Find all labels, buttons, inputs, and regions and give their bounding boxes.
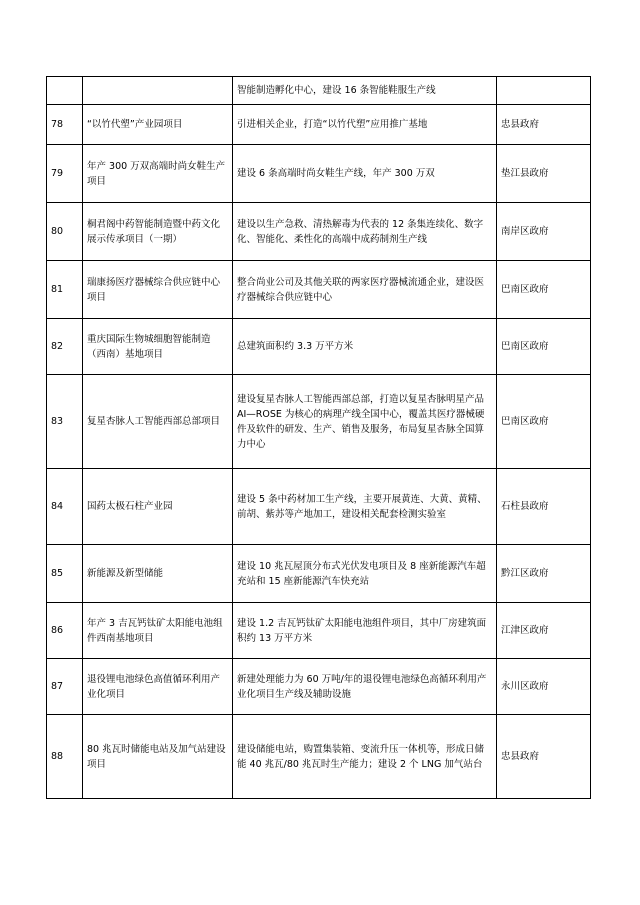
row-number: 84 <box>47 469 83 545</box>
table-row <box>47 659 591 715</box>
responsible-unit: 黔江区政府 <box>497 545 591 603</box>
project-name: 桐君阁中药智能制造暨中药文化展示传承项目（一期） <box>83 203 233 261</box>
row-number: 83 <box>47 375 83 469</box>
table-row <box>47 603 591 659</box>
project-name: 重庆国际生物城细胞智能制造（西南）基地项目 <box>83 319 233 375</box>
project-name: 年产 300 万双高端时尚女鞋生产项目 <box>83 145 233 203</box>
project-name <box>83 77 233 105</box>
project-content: 建设 6 条高端时尚女鞋生产线，年产 300 万双 <box>233 145 497 203</box>
table-row <box>47 203 591 261</box>
project-content: 新建处理能力为 60 万吨/年的退役锂电池绿色高循环利用产业化项目生产线及辅助设施 <box>233 659 497 715</box>
responsible-unit: 忠县政府 <box>497 105 591 145</box>
project-content: 建设 10 兆瓦屋顶分布式光伏发电项目及 8 座新能源汽车超充站和 15 座新能源汽车快充站 <box>233 545 497 603</box>
row-number: 86 <box>47 603 83 659</box>
row-number: 85 <box>47 545 83 603</box>
project-content: 引进相关企业，打造“以竹代塑”应用推广基地 <box>233 105 497 145</box>
table-row <box>47 105 591 145</box>
responsible-unit: 江津区政府 <box>497 603 591 659</box>
responsible-unit: 巴南区政府 <box>497 375 591 469</box>
table-row <box>47 545 591 603</box>
project-name: 瑞康扬医疗器械综合供应链中心项目 <box>83 261 233 319</box>
row-number: 81 <box>47 261 83 319</box>
row-number: 87 <box>47 659 83 715</box>
responsible-unit: 忠县政府 <box>497 715 591 799</box>
table-row <box>47 261 591 319</box>
project-content: 建设复星杏脉人工智能西部总部，打造以复星杏脉明星产品 AI—ROSE 为核心的病理产线全国中心，覆盖其医疗器械硬件及软件的研发、生产、销售及服务，布局复星杏脉全国算力中心 <box>233 375 497 469</box>
table-row <box>47 145 591 203</box>
responsible-unit: 永川区政府 <box>497 659 591 715</box>
responsible-unit <box>497 77 591 105</box>
project-content: 建设 5 条中药材加工生产线，主要开展黄连、大黄、黄精、前胡、紫苏等产地加工，建设相关配套检测实验室 <box>233 469 497 545</box>
project-name: “以竹代塑”产业园项目 <box>83 105 233 145</box>
row-number <box>47 77 83 105</box>
project-content: 总建筑面积约 3.3 万平方米 <box>233 319 497 375</box>
project-content: 建设储能电站，购置集装箱、变流升压一体机等，形成日储能 40 兆瓦/80 兆瓦时生产能力；建设 2 个 LNG 加气站台 <box>233 715 497 799</box>
responsible-unit: 巴南区政府 <box>497 261 591 319</box>
project-content: 整合尚业公司及其他关联的两家医疗器械流通企业，建设医疗器械综合供应链中心 <box>233 261 497 319</box>
responsible-unit: 石柱县政府 <box>497 469 591 545</box>
responsible-unit: 巴南区政府 <box>497 319 591 375</box>
responsible-unit: 垫江县政府 <box>497 145 591 203</box>
project-name: 国药太极石柱产业园 <box>83 469 233 545</box>
project-table <box>46 76 591 799</box>
project-name: 退役锂电池绿色高值循环利用产业化项目 <box>83 659 233 715</box>
row-number: 82 <box>47 319 83 375</box>
project-name: 年产 3 吉瓦钙钛矿太阳能电池组件西南基地项目 <box>83 603 233 659</box>
row-number: 88 <box>47 715 83 799</box>
project-name: 80 兆瓦时储能电站及加气站建设项目 <box>83 715 233 799</box>
table-row <box>47 319 591 375</box>
row-number: 80 <box>47 203 83 261</box>
project-content: 建设以生产急救、清热解毒为代表的 12 条集连续化、数字化、智能化、柔性化的高端中成药制剂生产线 <box>233 203 497 261</box>
table-row <box>47 469 591 545</box>
project-content: 智能制造孵化中心，建设 16 条智能鞋服生产线 <box>233 77 497 105</box>
row-number: 78 <box>47 105 83 145</box>
row-number: 79 <box>47 145 83 203</box>
responsible-unit: 南岸区政府 <box>497 203 591 261</box>
table-row <box>47 77 591 105</box>
project-content: 建设 1.2 吉瓦钙钛矿太阳能电池组件项目，其中厂房建筑面积约 13 万平方米 <box>233 603 497 659</box>
project-name: 复星杏脉人工智能西部总部项目 <box>83 375 233 469</box>
table-row <box>47 715 591 799</box>
project-name: 新能源及新型储能 <box>83 545 233 603</box>
table-row <box>47 375 591 469</box>
